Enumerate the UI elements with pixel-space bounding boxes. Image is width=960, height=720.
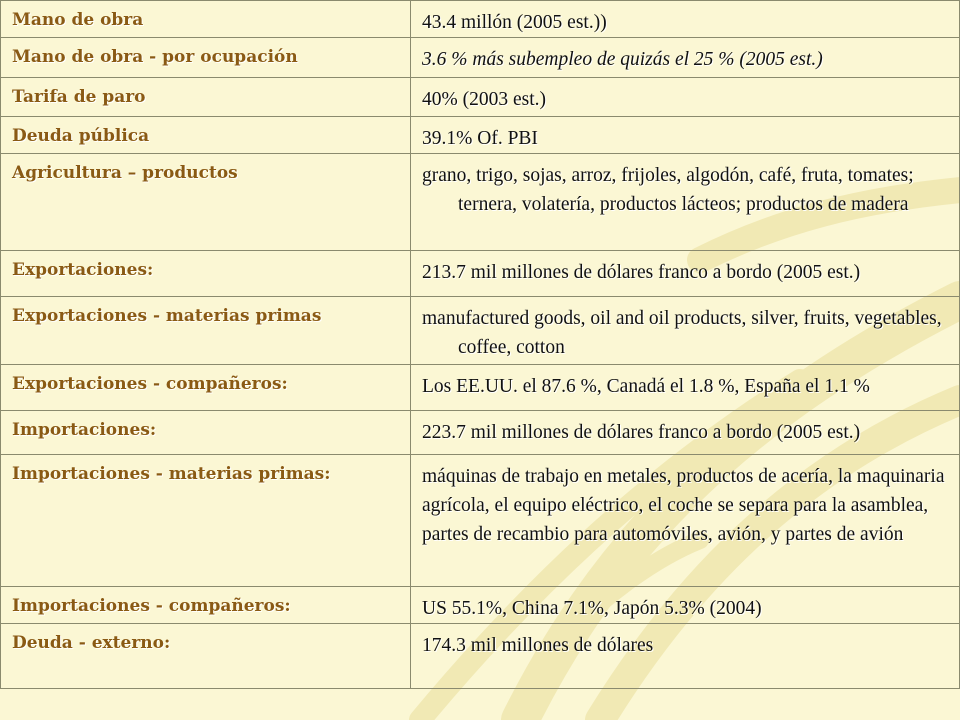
row-value-text: grano, trigo, sojas, arroz, frijoles, algodón, café, fruta, tomates; ternera, volatería, productos lácteos; productos de madera <box>422 165 914 215</box>
row-label: Agricultura – productos <box>1 154 411 251</box>
table-row <box>1 251 960 297</box>
row-label: Importaciones: <box>1 411 411 455</box>
row-value-text: 40% (2003 est.) <box>422 89 547 110</box>
row-value <box>411 78 960 117</box>
row-value <box>411 297 960 365</box>
row-value <box>411 624 960 689</box>
row-value <box>411 154 960 251</box>
row-value-text: 39.1% Of. PBI <box>422 128 538 149</box>
row-label: Exportaciones: <box>1 251 411 297</box>
table-row <box>1 1 960 38</box>
row-value-text: 43.4 millón (2005 est.)) <box>422 12 607 33</box>
table-row <box>1 411 960 455</box>
row-value-text: 174.3 mil millones de dólares <box>422 635 654 656</box>
row-value <box>411 455 960 587</box>
row-label: Exportaciones - compañeros: <box>1 365 411 411</box>
row-value-text: 213.7 mil millones de dólares franco a bordo (2005 est.) <box>422 262 861 283</box>
row-value <box>411 365 960 411</box>
row-label: Exportaciones - materias primas <box>1 297 411 365</box>
row-label: Deuda - externo: <box>1 624 411 689</box>
row-value-text: US 55.1%, China 7.1%, Japón 5.3% (2004) <box>422 598 762 619</box>
row-value <box>411 587 960 624</box>
table-row <box>1 117 960 154</box>
row-value <box>411 411 960 455</box>
table-row <box>1 587 960 624</box>
table-row <box>1 297 960 365</box>
row-value-text: manufactured goods, oil and oil products, silver, fruits, vegetables, coffee, cotton <box>422 308 942 358</box>
row-value <box>411 251 960 297</box>
row-value-text: Los EE.UU. el 87.6 %, Canadá el 1.8 %, España el 1.1 % <box>422 376 870 397</box>
table-row <box>1 365 960 411</box>
row-label: Deuda pública <box>1 117 411 154</box>
row-value <box>411 117 960 154</box>
row-value <box>411 38 960 78</box>
table-row <box>1 455 960 587</box>
row-label: Tarifa de paro <box>1 78 411 117</box>
row-label: Mano de obra - por ocupación <box>1 38 411 78</box>
table-row <box>1 154 960 251</box>
row-value-text: 223.7 mil millones de dólares franco a bordo (2005 est.) <box>422 422 861 443</box>
row-label: Importaciones - compañeros: <box>1 587 411 624</box>
row-value <box>411 1 960 38</box>
table-row <box>1 624 960 689</box>
row-label: Importaciones - materias primas: <box>1 455 411 587</box>
row-label: Mano de obra <box>1 1 411 38</box>
table-row <box>1 78 960 117</box>
row-value-text: máquinas de trabajo en metales, productos de acería, la maquinaria agrícola, el equipo eléctrico, el coche se separa para la asamblea, partes de recambio para automóviles, avión, y partes de avión <box>422 466 945 545</box>
row-value-text: 3.6 % más subempleo de quizás el 25 % (2005 est.) <box>422 49 823 70</box>
table-row <box>1 38 960 78</box>
